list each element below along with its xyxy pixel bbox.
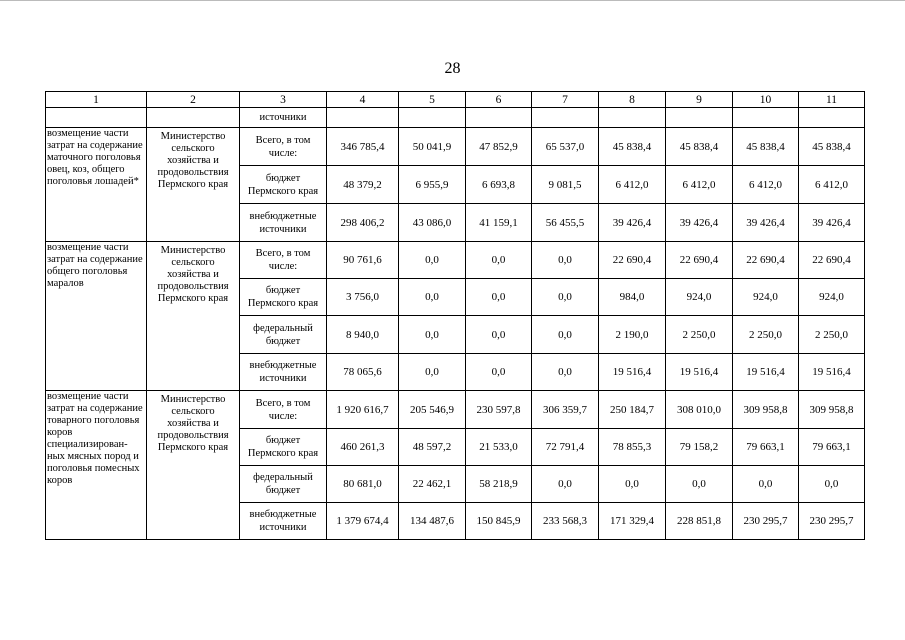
- responsible-organization: Министерство сельского хозяйства и продовольствия Пермского края: [147, 128, 240, 242]
- amount-cell: 2 190,0: [599, 316, 666, 354]
- measure-description: возмещение части затрат на содержание общего поголовья маралов: [46, 242, 147, 391]
- amount-cell: 0,0: [532, 242, 599, 279]
- amount-cell: 79 663,1: [799, 429, 865, 466]
- column-header: 8: [599, 92, 666, 108]
- column-header: 7: [532, 92, 599, 108]
- amount-cell: 150 845,9: [466, 503, 532, 540]
- amount-cell: 0,0: [799, 466, 865, 503]
- amount-cell: 6 412,0: [733, 166, 799, 204]
- amount-cell: 0,0: [599, 466, 666, 503]
- amount-cell: 78 065,6: [327, 354, 399, 391]
- amount-cell: 0,0: [733, 466, 799, 503]
- amount-cell: 22 690,4: [666, 242, 733, 279]
- amount-cell: 39 426,4: [799, 204, 865, 242]
- amount-cell: 41 159,1: [466, 204, 532, 242]
- measure-description: возмещение части затрат на содержание товарного поголовья коров специализирован-ных мясных пород и поголовья помесных коров: [46, 391, 147, 540]
- funding-source: внебюджетные источники: [240, 204, 327, 242]
- funding-source: федеральный бюджет: [240, 466, 327, 503]
- amount-cell: 924,0: [799, 279, 865, 316]
- responsible-organization: Министерство сельского хозяйства и продовольствия Пермского края: [147, 391, 240, 540]
- amount-cell: 171 329,4: [599, 503, 666, 540]
- amount-cell: 205 546,9: [399, 391, 466, 429]
- amount-cell: 3 756,0: [327, 279, 399, 316]
- amount-cell: 45 838,4: [799, 128, 865, 166]
- amount-cell: 39 426,4: [666, 204, 733, 242]
- amount-cell: 346 785,4: [327, 128, 399, 166]
- column-header: 3: [240, 92, 327, 108]
- amount-cell: 0,0: [399, 279, 466, 316]
- amount-cell: 2 250,0: [733, 316, 799, 354]
- amount-cell: 233 568,3: [532, 503, 599, 540]
- amount-cell: 6 693,8: [466, 166, 532, 204]
- funding-source: федеральный бюджет: [240, 316, 327, 354]
- amount-cell: 230 295,7: [799, 503, 865, 540]
- amount-cell: 6 955,9: [399, 166, 466, 204]
- page-top-edge: [0, 0, 905, 4]
- amount-cell: 45 838,4: [666, 128, 733, 166]
- amount-cell: 0,0: [532, 354, 599, 391]
- empty-cell: [733, 108, 799, 128]
- amount-cell: 0,0: [532, 279, 599, 316]
- amount-cell: 6 412,0: [599, 166, 666, 204]
- amount-cell: 0,0: [399, 242, 466, 279]
- amount-cell: 48 379,2: [327, 166, 399, 204]
- empty-cell: [466, 108, 532, 128]
- amount-cell: 47 852,9: [466, 128, 532, 166]
- amount-cell: 50 041,9: [399, 128, 466, 166]
- amount-cell: 19 516,4: [733, 354, 799, 391]
- column-header: 1: [46, 92, 147, 108]
- amount-cell: 460 261,3: [327, 429, 399, 466]
- amount-cell: 19 516,4: [666, 354, 733, 391]
- amount-cell: 0,0: [466, 242, 532, 279]
- amount-cell: 58 218,9: [466, 466, 532, 503]
- amount-cell: 134 487,6: [399, 503, 466, 540]
- amount-cell: 230 597,8: [466, 391, 532, 429]
- amount-cell: 9 081,5: [532, 166, 599, 204]
- amount-cell: 22 690,4: [599, 242, 666, 279]
- table-row: [46, 391, 865, 429]
- measure-description: возмещение части затрат на содержание маточного поголовья овец, коз, общего поголовья лошадей*: [46, 128, 147, 242]
- amount-cell: 309 958,8: [733, 391, 799, 429]
- funding-source: бюджет Пермского края: [240, 279, 327, 316]
- amount-cell: 45 838,4: [599, 128, 666, 166]
- amount-cell: 228 851,8: [666, 503, 733, 540]
- column-header: 4: [327, 92, 399, 108]
- amount-cell: 80 681,0: [327, 466, 399, 503]
- column-header: 5: [399, 92, 466, 108]
- amount-cell: 22 690,4: [799, 242, 865, 279]
- empty-cell: [532, 108, 599, 128]
- amount-cell: 45 838,4: [733, 128, 799, 166]
- amount-cell: 0,0: [666, 466, 733, 503]
- empty-cell: [799, 108, 865, 128]
- responsible-organization: Министерство сельского хозяйства и продовольствия Пермского края: [147, 242, 240, 391]
- continuation-desc-cell: [46, 108, 147, 128]
- funding-source: Всего, в том числе:: [240, 128, 327, 166]
- column-header: 10: [733, 92, 799, 108]
- funding-source: внебюджетные источники: [240, 503, 327, 540]
- continuation-row: [46, 108, 865, 128]
- amount-cell: 0,0: [399, 354, 466, 391]
- page-number: 28: [444, 60, 461, 77]
- amount-cell: 298 406,2: [327, 204, 399, 242]
- amount-cell: 2 250,0: [666, 316, 733, 354]
- amount-cell: 0,0: [466, 279, 532, 316]
- amount-cell: 65 537,0: [532, 128, 599, 166]
- amount-cell: 6 412,0: [799, 166, 865, 204]
- amount-cell: 1 379 674,4: [327, 503, 399, 540]
- empty-cell: [399, 108, 466, 128]
- amount-cell: 309 958,8: [799, 391, 865, 429]
- amount-cell: 0,0: [466, 354, 532, 391]
- column-number-row: [46, 92, 865, 108]
- column-header: 9: [666, 92, 733, 108]
- amount-cell: 72 791,4: [532, 429, 599, 466]
- amount-cell: 79 663,1: [733, 429, 799, 466]
- empty-cell: [666, 108, 733, 128]
- empty-cell: [599, 108, 666, 128]
- amount-cell: 19 516,4: [799, 354, 865, 391]
- continuation-source: источники: [240, 108, 327, 128]
- amount-cell: 1 920 616,7: [327, 391, 399, 429]
- amount-cell: 39 426,4: [599, 204, 666, 242]
- amount-cell: 56 455,5: [532, 204, 599, 242]
- funding-source: бюджет Пермского края: [240, 429, 327, 466]
- amount-cell: 0,0: [466, 316, 532, 354]
- funding-source: внебюджетные источники: [240, 354, 327, 391]
- amount-cell: 924,0: [733, 279, 799, 316]
- amount-cell: 8 940,0: [327, 316, 399, 354]
- amount-cell: 22 462,1: [399, 466, 466, 503]
- column-header: 2: [147, 92, 240, 108]
- empty-cell: [327, 108, 399, 128]
- amount-cell: 19 516,4: [599, 354, 666, 391]
- amount-cell: 984,0: [599, 279, 666, 316]
- table-row: [46, 128, 865, 166]
- amount-cell: 308 010,0: [666, 391, 733, 429]
- amount-cell: 0,0: [399, 316, 466, 354]
- funding-source: Всего, в том числе:: [240, 391, 327, 429]
- amount-cell: 22 690,4: [733, 242, 799, 279]
- funding-source: Всего, в том числе:: [240, 242, 327, 279]
- amount-cell: 0,0: [532, 466, 599, 503]
- amount-cell: 78 855,3: [599, 429, 666, 466]
- amount-cell: 39 426,4: [733, 204, 799, 242]
- amount-cell: 250 184,7: [599, 391, 666, 429]
- amount-cell: 230 295,7: [733, 503, 799, 540]
- amount-cell: 924,0: [666, 279, 733, 316]
- funding-source: бюджет Пермского края: [240, 166, 327, 204]
- budget-table: [45, 91, 865, 540]
- table-row: [46, 242, 865, 279]
- amount-cell: 79 158,2: [666, 429, 733, 466]
- amount-cell: 0,0: [532, 316, 599, 354]
- amount-cell: 2 250,0: [799, 316, 865, 354]
- amount-cell: 306 359,7: [532, 391, 599, 429]
- amount-cell: 6 412,0: [666, 166, 733, 204]
- column-header: 6: [466, 92, 532, 108]
- continuation-org-cell: [147, 108, 240, 128]
- column-header: 11: [799, 92, 865, 108]
- amount-cell: 21 533,0: [466, 429, 532, 466]
- amount-cell: 48 597,2: [399, 429, 466, 466]
- amount-cell: 90 761,6: [327, 242, 399, 279]
- amount-cell: 43 086,0: [399, 204, 466, 242]
